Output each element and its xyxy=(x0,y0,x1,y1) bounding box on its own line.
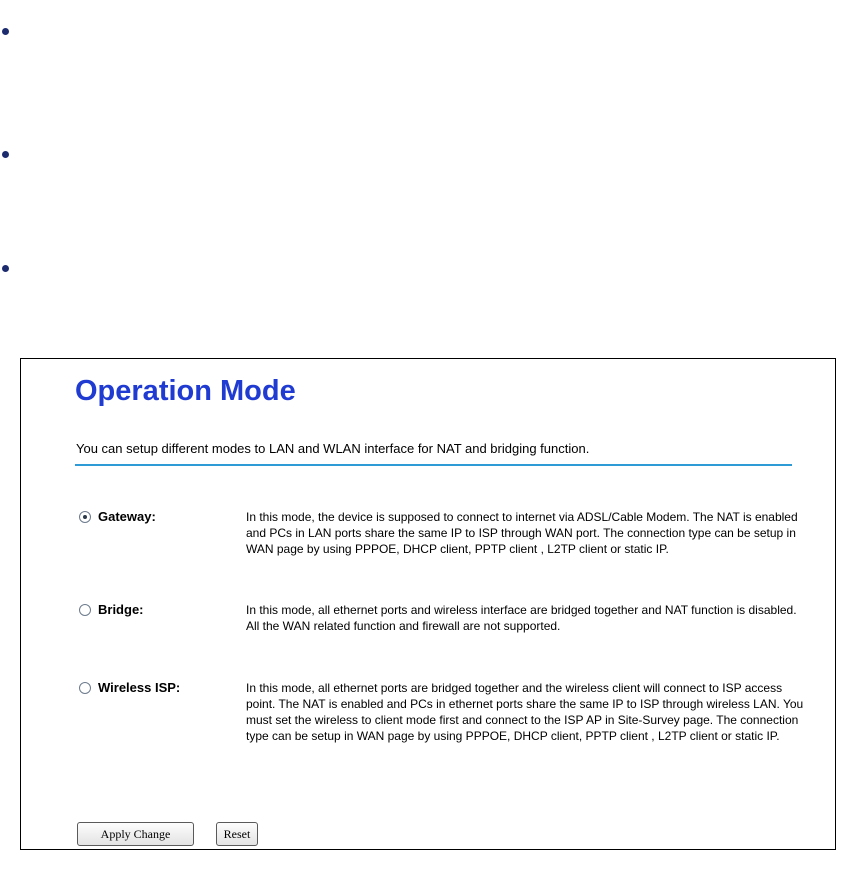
bullet-dot-3 xyxy=(2,265,9,272)
bridge-description: In this mode, all ethernet ports and wireless interface are bridged together and NAT function is disabled. All the WAN related function and firewall are not supported. xyxy=(246,603,797,633)
wireless-isp-description: In this mode, all ethernet ports are bridged together and the wireless client will connect to ISP access point. The NAT is enabled and PCs in ethernet ports share the same IP to ISP through wireless LAN. You must set the wireless to client mode first and connect to the ISP AP in Site-Survey page. The connection type can be setup in WAN page by using PPPOE, DHCP client, PPTP client , L2TP client or static IP. xyxy=(246,681,804,743)
wireless-isp-label[interactable]: Wireless ISP: xyxy=(98,680,181,695)
bridge-radio[interactable] xyxy=(79,604,91,616)
gateway-radio[interactable] xyxy=(79,511,91,523)
page-title: Operation Mode xyxy=(75,375,296,407)
gateway-label[interactable]: Gateway: xyxy=(98,509,156,524)
reset-button[interactable]: Reset xyxy=(216,822,258,846)
bullet-dot-2 xyxy=(2,151,9,158)
apply-change-button[interactable]: Apply Change xyxy=(77,822,194,846)
bullet-dot-1 xyxy=(2,28,9,35)
bridge-label[interactable]: Bridge: xyxy=(98,602,144,617)
wireless-isp-radio[interactable] xyxy=(79,682,91,694)
operation-mode-panel xyxy=(20,358,836,850)
page-subtitle: You can setup different modes to LAN and WLAN interface for NAT and bridging function. xyxy=(76,441,590,456)
gateway-description: In this mode, the device is supposed to connect to internet via ADSL/Cable Modem. The NAT is enabled and PCs in LAN ports share the same IP to ISP through WAN port. The connection type can be setup in WAN page by using PPPOE, DHCP client, PPTP client , L2TP client or static IP. xyxy=(246,510,798,556)
title-divider xyxy=(75,464,792,466)
